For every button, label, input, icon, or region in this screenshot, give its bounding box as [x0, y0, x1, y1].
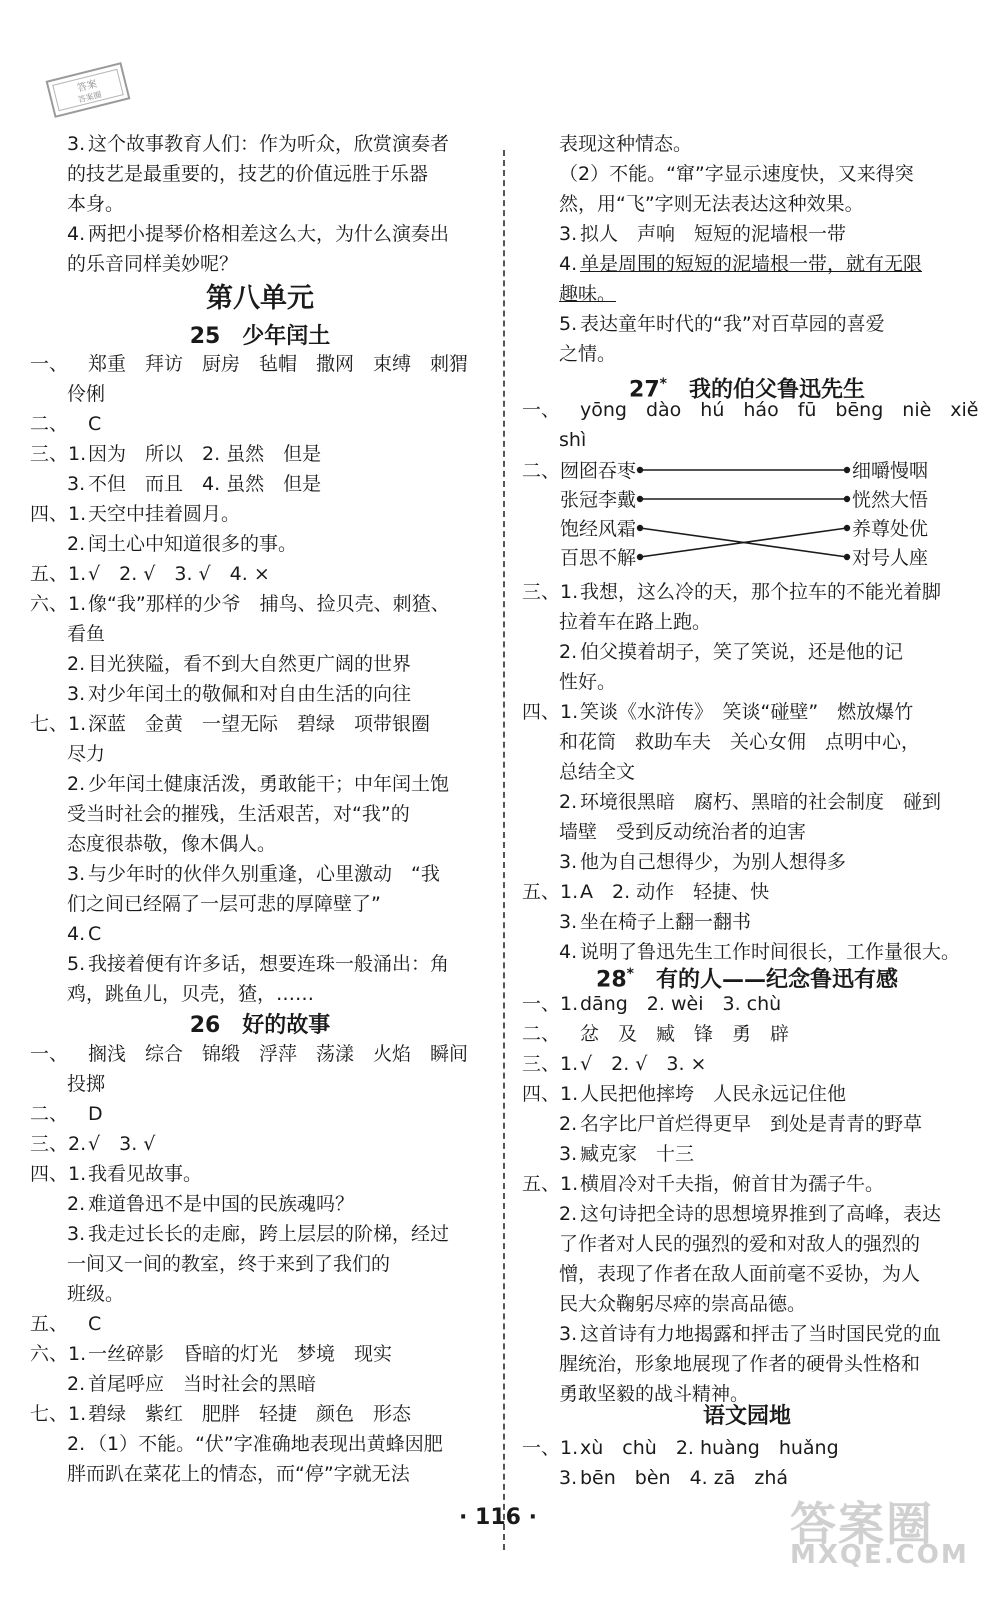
match-dot	[638, 555, 643, 560]
answer-text: 像“我”那样的少爷 捕鸟、捡贝壳、刺猹、	[88, 593, 450, 615]
answer-text: 拉着车在路上跑。	[559, 611, 712, 633]
answer-text: 受当时社会的摧残，生活艰苦，对“我”的	[67, 803, 410, 825]
lesson-27-name: 我的伯父鲁迅先生	[666, 377, 865, 403]
answer-text: C	[88, 923, 102, 945]
answer-text: √ 2. √ 3. √ 4. ×	[88, 563, 270, 585]
item-number: 六、1.	[30, 1343, 87, 1365]
matching-left-item: 张冠李戴	[560, 489, 637, 511]
item-number: 一、	[30, 1043, 69, 1065]
answer-text: yōng dào hú háo fū bēng niè xiě	[580, 399, 979, 421]
item-number: 3.	[559, 911, 578, 933]
answer-text: 人民把他摔垮 人民永远记住他	[580, 1083, 847, 1105]
answer-text: 然，用“飞”字则无法表达这种效果。	[559, 193, 864, 215]
lesson-28-name: 有的人——纪念鲁迅有感	[633, 967, 898, 993]
answer-text: 深蓝 金黄 一望无际 碧绿 项带银圈	[88, 713, 431, 735]
matching-exercise	[522, 450, 972, 580]
answer-text: 郑重 拜访 厨房 毡帽 撒网 束缚 刺猬	[88, 353, 469, 375]
item-number: 2.	[559, 1113, 578, 1135]
item-number: 三、1.	[522, 1053, 579, 1075]
item-number: 三、1.	[30, 443, 87, 465]
answer-text: 勇敢坚毅的战斗精神。	[559, 1383, 750, 1405]
answer-text: bēn bèn 4. zā zhá	[580, 1467, 789, 1489]
answer-text: 了作者对人民的强烈的爱和对敌人的强烈的	[559, 1233, 921, 1255]
answer-text: 两把小提琴价格相差这么大，为什么演奏出	[88, 223, 450, 245]
item-number: 七、1.	[30, 713, 87, 735]
item-number: 3.	[67, 863, 86, 885]
answer-text: 笑谈《水浒传》 笑谈“碰壁” 燃放爆竹	[580, 701, 914, 723]
item-number: 3.	[67, 683, 86, 705]
answer-text: （2）不能。“窜”字显示速度快，又来得突	[559, 163, 914, 185]
garden-title: 语文园地	[702, 1404, 791, 1429]
answer-text: 搁浅 综合 锦缎 浮萍 荡漾 火焰 瞬间	[88, 1043, 469, 1065]
match-dot	[845, 468, 850, 473]
answer-text: D	[88, 1103, 103, 1125]
item-number: 五、1.	[522, 881, 579, 903]
answer-text: 环境很黑暗 腐朽、黑暗的社会制度 碰到	[580, 791, 942, 813]
answer-text: 我接着便有许多话，想要连珠一般涌出：角	[88, 953, 450, 975]
answer-text: 伶俐	[67, 383, 106, 405]
item-number: 2.	[559, 791, 578, 813]
answer-text: 少年闰土健康活泼，勇敢能干；中年闰土饱	[88, 773, 450, 795]
matching-left-item: 百思不解	[560, 547, 637, 569]
answer-text: 这个故事教育人们：作为听众，欣赏演奏者	[88, 133, 450, 155]
item-number: 3.	[559, 1323, 578, 1345]
answer-text: 名字比尸首烂得更早 到处是青青的野草	[580, 1113, 923, 1135]
item-number: 3.	[559, 223, 578, 245]
answer-text: 我看见故事。	[88, 1163, 203, 1185]
lesson-27-mark: *	[659, 376, 667, 392]
matching-right-item: 对号人座	[852, 547, 929, 569]
answer-text: 拟人 声响 短短的泥墙根一带	[580, 223, 847, 245]
answer-text: 对少年闰土的敬佩和对自由生活的向往	[88, 683, 412, 705]
answer-text: 腥统治，形象地展现了作者的硬骨头性格和	[559, 1353, 921, 1375]
item-number: 三、2.	[30, 1133, 87, 1155]
lesson-26-title: 26 好的故事	[189, 1013, 331, 1038]
answer-text: 投掷	[67, 1073, 106, 1095]
item-number: 3.	[559, 851, 578, 873]
answer-text: 首尾呼应 当时社会的黑暗	[88, 1373, 317, 1395]
answer-text: 态度很恭敬，像木偶人。	[67, 833, 277, 855]
answer-text: C	[88, 413, 102, 435]
match-dot	[845, 526, 850, 531]
answer-text: √ 3. √	[88, 1133, 156, 1155]
match-dot	[845, 497, 850, 502]
item-number: 一、	[522, 399, 561, 421]
answer-text: 和花筒 救助车夫 关心女佣 点明中心，	[559, 731, 921, 753]
answer-text: 本身。	[67, 193, 125, 215]
item-number: 4.	[67, 923, 86, 945]
matching-left-item: 囫囵吞枣	[560, 460, 637, 482]
item-number: 三、1.	[522, 581, 579, 603]
match-dot	[638, 468, 643, 473]
lesson-28-number: 28	[596, 967, 627, 993]
match-dot	[638, 497, 643, 502]
watermark-logo: 答案圈	[790, 1497, 934, 1551]
answer-text: 不但 而且 4. 虽然 但是	[88, 473, 322, 495]
answer-text: 趣味。	[559, 283, 617, 305]
answer-stamp-logo	[42, 62, 134, 118]
page-number: · 116 ·	[459, 1505, 537, 1530]
item-number: 一、1.	[522, 993, 579, 1015]
answer-text: 一间又一间的教室，终于来到了我们的	[67, 1253, 391, 1275]
item-number: 四、1.	[30, 503, 87, 525]
answer-text: 说明了鲁迅先生工作时间很长，工作量很大。	[580, 941, 961, 963]
answer-text: 坐在椅子上翻一翻书	[580, 911, 752, 933]
answer-text: 碧绿 紫红 肥胖 轻捷 颜色 形态	[88, 1403, 412, 1425]
item-number: 一、	[30, 353, 69, 375]
answer-text: 表现这种情态。	[559, 133, 693, 155]
lesson-25-title: 25 少年闰土	[189, 324, 331, 349]
item-number: 3.	[67, 133, 86, 155]
answer-text: 总结全文	[559, 761, 636, 783]
answer-text: dāng 2. wèi 3. chù	[580, 993, 782, 1015]
svg-text:答案: 答案	[76, 78, 99, 95]
answer-text: 他为自己想得少，为别人想得多	[580, 851, 847, 873]
match-dot	[845, 555, 850, 560]
answer-text: 的乐音同样美妙呢？	[67, 253, 239, 275]
answer-text: 闰土心中知道很多的事。	[88, 533, 298, 555]
answer-text: 之情。	[559, 343, 617, 365]
item-number: 3.	[559, 1467, 578, 1489]
matching-right-item: 细嚼慢咽	[852, 460, 929, 482]
answer-text: 一丝碎影 昏暗的灯光 梦境 现实	[88, 1343, 393, 1365]
item-number: 2.	[67, 773, 86, 795]
item-number: 2.	[559, 641, 578, 663]
answer-text: 鸡，跳鱼儿，贝壳，猹，……	[67, 983, 315, 1005]
item-number: 2.	[67, 533, 86, 555]
answer-text: 胖而趴在菜花上的情态，而“停”字就无法	[67, 1463, 410, 1485]
item-number: 4.	[67, 223, 86, 245]
item-number: 五、1.	[522, 1173, 579, 1195]
answer-text: 我想，这么冷的天，那个拉车的不能光着脚	[580, 581, 942, 603]
item-number: 2.	[67, 1193, 86, 1215]
matching-prefix: 二、	[522, 460, 561, 482]
item-number: 四、1.	[30, 1163, 87, 1185]
item-number: 六、1.	[30, 593, 87, 615]
item-number: 3.	[559, 1143, 578, 1165]
answer-text: 难道鲁迅不是中国的民族魂吗？	[88, 1193, 355, 1215]
answer-text: （1）不能。“伏”字准确地表现出黄蜂因肥	[88, 1433, 443, 1455]
watermark-url: MXQE.COM	[790, 1540, 969, 1570]
answer-text: 我走过长长的走廊，跨上层层的阶梯，经过	[88, 1223, 450, 1245]
item-number: 4.	[559, 941, 578, 963]
item-number: 四、1.	[522, 701, 579, 723]
answer-text: 尽力	[67, 743, 106, 765]
answer-text: 这句诗把全诗的思想境界推到了高峰，表达	[580, 1203, 942, 1225]
answer-text: C	[88, 1313, 102, 1335]
item-number: 2.	[67, 653, 86, 675]
item-number: 五、1.	[30, 563, 87, 585]
item-number: 二、	[30, 413, 69, 435]
answer-text: 憎，表现了作者在敌人面前毫不妥协，为人	[559, 1263, 921, 1285]
answer-text: 性好。	[559, 671, 617, 693]
answer-text: A 2. 动作 轻捷、快	[580, 881, 770, 903]
match-dot	[638, 526, 643, 531]
answer-text: 这首诗有力地揭露和抨击了当时国民党的血	[580, 1323, 942, 1345]
answer-text: 忿 及 臧 锋 勇 辟	[580, 1023, 790, 1045]
svg-text:答案圈: 答案圈	[77, 90, 103, 105]
matching-left-item: 饱经风霜	[560, 518, 637, 540]
lesson-28-title	[522, 960, 972, 994]
column-divider	[503, 150, 505, 1550]
item-number: 四、1.	[522, 1083, 579, 1105]
answer-text: xù chù 2. huàng huǎng	[580, 1437, 839, 1459]
item-number: 二、	[30, 1103, 69, 1125]
answer-text: 的技艺是最重要的，技艺的价值远胜于乐器	[67, 163, 429, 185]
item-number: 3.	[67, 473, 86, 495]
lesson-27-number: 27	[629, 377, 660, 403]
item-number: 2.	[559, 1203, 578, 1225]
answer-text: 看鱼	[67, 623, 106, 645]
answer-text: 表达童年时代的“我”对百草园的喜爱	[580, 313, 885, 335]
lesson-28-mark: *	[626, 966, 634, 982]
answer-text: 们之间已经隔了一层可悲的厚障壁了”	[67, 893, 381, 915]
item-number: 一、1.	[522, 1437, 579, 1459]
answer-text: 天空中挂着圆月。	[88, 503, 241, 525]
item-number: 二、	[522, 1023, 561, 1045]
item-number: 五、	[30, 1313, 69, 1335]
item-number: 七、1.	[30, 1403, 87, 1425]
matching-right-item: 恍然大悟	[852, 489, 929, 511]
item-number: 5.	[67, 953, 86, 975]
item-number: 2.	[67, 1373, 86, 1395]
answer-text: 班级。	[67, 1283, 125, 1305]
answer-text: 与少年时的伙伴久别重逢，心里激动 “我	[88, 863, 440, 885]
answer-text: 因为 所以 2. 虽然 但是	[88, 443, 322, 465]
matching-right-item: 养尊处优	[852, 518, 929, 540]
unit-title: 第八单元	[206, 283, 314, 314]
answer-text: 墙壁 受到反动统治者的迫害	[559, 821, 807, 843]
answer-text: 目光狭隘，看不到大自然更广阔的世界	[88, 653, 412, 675]
item-number: 5.	[559, 313, 578, 335]
answer-text: 单是周围的短短的泥墙根一带，就有无限	[580, 253, 923, 275]
answer-text: √ 2. √ 3. ×	[580, 1053, 707, 1075]
answer-text: 伯父摸着胡子，笑了笑说，还是他的记	[580, 641, 904, 663]
item-number: 4.	[559, 253, 578, 275]
answer-text: shì	[559, 429, 587, 451]
item-number: 3.	[67, 1223, 86, 1245]
answer-text: 民大众鞠躬尽瘁的崇高品德。	[559, 1293, 807, 1315]
item-number: 2.	[67, 1433, 86, 1455]
answer-text: 臧克家 十三	[580, 1143, 695, 1165]
answer-text: 横眉冷对千夫指，俯首甘为孺子牛。	[580, 1173, 885, 1195]
